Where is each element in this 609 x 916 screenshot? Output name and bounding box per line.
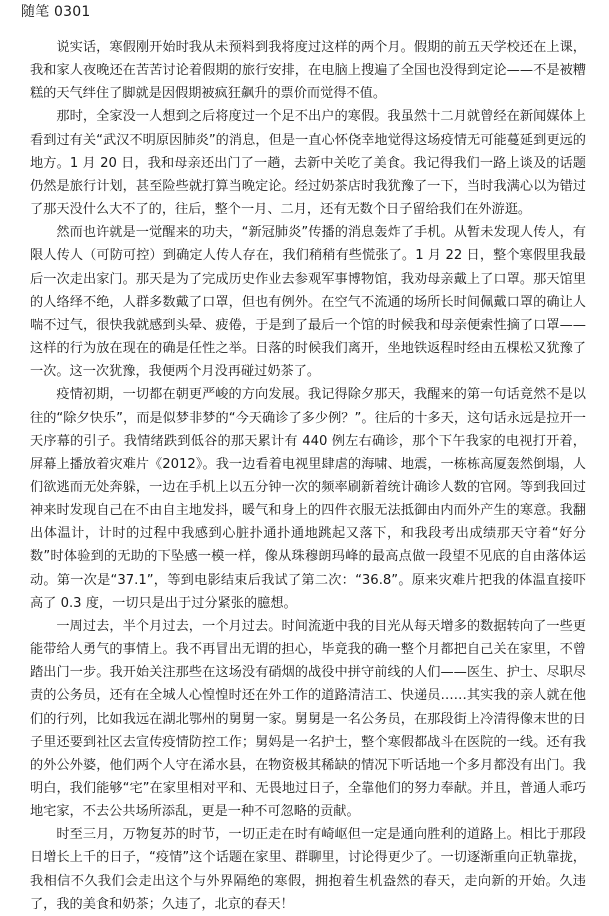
paragraph-2: 那时，全家没一人想到之后将度过一个足不出户的寒假。我虽然十二月就曾经在新闻媒体上看到过有关“武汉不明原因肺炎”的消息，但是一直心怀侥幸地觉得这场疫情无可能蔓延到更远的地方。1 月 20 日，我和母亲还出门了一趟，去新中关吃了美食。我记得我们一路上谈及的话题仍然是旅行计划，甚至险些就打算当晚定论。经过奶茶店时我犹豫了一下，当时我满心以为错过了那天没什么大不了的，往后，整个一月、二月，还有无数个日子留给我们在外游逛。 (30, 109, 586, 218)
paragraph-1: 说实话，寒假刚开始时我从未预料到我将度过这样的两个月。假期的前五天学校还在上课，我和家人夜晚还在苦苦讨论着假期的旅行安排，在电脑上搜遍了全国也没得到定论——不是被糟糕的天气绊住了脚就是因假期被疯狂飙升的票价而觉得不值。 (30, 40, 586, 102)
paragraph-3: 然而也许就是一觉醒来的功夫，“新冠肺炎”传播的消息轰炸了手机。从暂未发现人传人，有限人传人（可防可控）到确定人传人存在，我们稍稍有些慌张了。1 月 22 日，整个寒假里我最后一次走出家门。那天是为了完成历史作业去参观军事博物馆，我劝母亲戴上了口罩。那天馆里的人络绎不绝，人群多数戴了口罩，但也有例外。在空气不流通的场所长时间佩戴口罩的确让人喘不过气，很快我就感到头晕、疲倦，于是到了最后一个馆的时候我和母亲便索性摘了口罩——这样的行为放在现在的确是任性之举。日落的时候我们离开，坐地铁返程时经由五棵松又犹豫了一次。这一次犹豫，我便两个月没再碰过奶茶了。 (30, 225, 586, 380)
paragraph-6: 时至三月，万物复苏的时节，一切正走在时有崎岖但一定是通向胜利的道路上。相比于那段日增长上千的日子，“疫情”这个话题在家里、群聊里，讨论得更少了。一切逐渐重向正轨靠拢，我相信不久我们会走出这个与外界隔绝的寒假，拥抱着生机盎然的春天，走向新的开始。久违了，我的美食和奶茶；久违了，北京的春天！ (30, 827, 586, 912)
essay-body (30, 36, 586, 916)
document-title: 随笔 0301 (21, 4, 91, 20)
paragraph-5: 一周过去，半个月过去，一个月过去。时间流逝中我的目光从每天增多的数据转向了一些更能带给人勇气的事情上。我不再冒出无谓的担心，毕竟我的确一整个月都把自己关在家里，不曾踏出门一步。我开始关注那些在这场没有硝烟的战役中拼守前线的人们——医生、护士、尽职尽责的公务员，还有在全城人心惶惶时还在外工作的道路清洁工、快递员……其实我的亲人就在他们的行列，比如我远在湖北鄂州的舅舅一家。舅舅是一名公务员，在那段街上冷清得像末世的日子里还要到社区去宣传疫情防控工作；舅妈是一名护士，整个寒假都战斗在医院的一线。还有我的外公外婆，他们两个人守在浠水县，在物资极其稀缺的情况下听话地一个多月都没有出门。我明白，我们能够“宅”在家里相对平和、无畏地过日子，全靠他们的努力奉献。并且，普通人乖巧地宅家，不去公共场所添乱，更是一种不可忽略的贡献。 (30, 618, 586, 820)
paragraph-4: 疫情初期，一切都在朝更严峻的方向发展。我记得除夕那天，我醒来的第一句话竟然不是以往的“除夕快乐”，而是似梦非梦的“今天确诊了多少例？”。往后的十多天，这句话永远是拉开一天序幕的引子。我情绪跌到低谷的那天累计有 440 例左右确诊，那个下午我家的电视打开着，屏幕上播放着灾难片《2012》。我一边看着电视里肆虐的海啸、地震，一栋栋高厦轰然倒塌，人们欲逃而无处奔躲，一边在手机上以五分钟一次的频率刷新着统计确诊人数的官网。等到我回过神来时发现自己在不由自主地发抖，暖气和身上的四件衣服无法抵御由内而外产生的寒意。我翻出体温计，计时的过程中我感到心脏扑通扑通地跳起又落下，和我段考出成绩那天守着“好分数”时体验到的无助的下坠感一模一样，像从珠穆朗玛峰的最高点做一段望不见底的自由落体运动。第一次是“37.1”，等到电影结束后我试了第二次：“36.8”。原来灾难片把我的体温直接吓高了 0.3 度，一切只是出于过分紧张的臆想。 (30, 387, 586, 611)
